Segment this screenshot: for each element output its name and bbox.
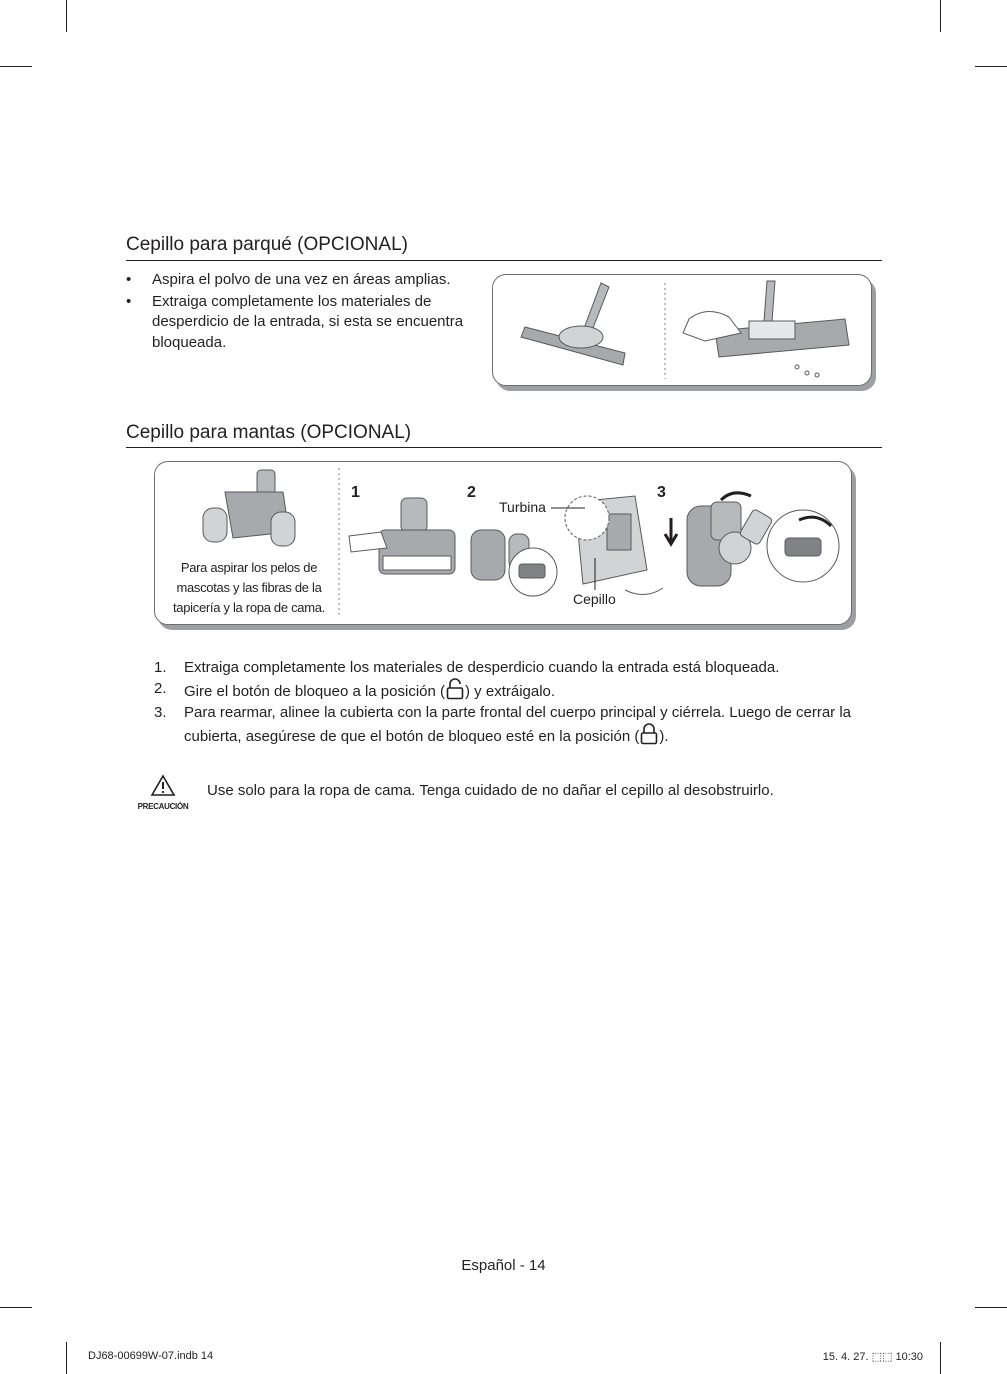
crop-mark	[975, 66, 1007, 67]
blanket-illustration-panel	[154, 461, 852, 625]
crop-mark	[940, 0, 941, 32]
crop-mark	[66, 0, 67, 32]
date-info: 15. 4. 27. ⬚⬚ 10:30	[822, 1351, 923, 1363]
blanket-caption: Para aspirar los pelos de mascotas y las fibras de la tapicería y la ropa de cama.	[172, 560, 326, 615]
list-item: • Aspira el polvo de una vez en áreas amplias.	[126, 271, 451, 288]
section-rule	[126, 260, 882, 261]
crop-mark	[0, 1307, 32, 1308]
section-rule	[126, 447, 882, 448]
parquet-bullet-list	[126, 270, 486, 354]
caution-icon	[136, 774, 190, 810]
blanket-brush-icon	[203, 470, 295, 546]
parquet-brush-icon	[521, 283, 625, 365]
crop-mark	[940, 1342, 941, 1374]
unlocked-icon	[446, 678, 464, 700]
caution-label: PRECAUCIÓN	[137, 802, 189, 811]
turbina-label: Turbina	[499, 499, 546, 515]
parquet-section-title: Cepillo para parqué (OPCIONAL)	[126, 234, 408, 255]
step-1-icon	[349, 498, 455, 574]
parquet-brush-illustration	[493, 275, 871, 385]
page-number: Español - 14	[461, 1257, 546, 1274]
cepillo-label: Cepillo	[573, 591, 616, 607]
blanket-section-title: Cepillo para mantas (OPCIONAL)	[126, 422, 412, 443]
caution-text: Use solo para la ropa de cama. Tenga cuidado de no dañar el cepillo al desobstruirlo.	[207, 782, 774, 799]
crop-mark	[66, 1342, 67, 1374]
parquet-cleaning-icon	[683, 281, 849, 377]
instruction-steps	[150, 657, 890, 747]
locked-icon	[640, 723, 658, 745]
crop-mark	[975, 1307, 1007, 1308]
list-item: • Extraiga completamente los materiales de desperdicio de la entrada, si esta se encuentra bloqueada.	[126, 292, 464, 351]
step-3-icon	[665, 493, 839, 586]
file-info: DJ68-00699W-07.indb 14	[88, 1350, 214, 1362]
list-item: 1. Extraiga completamente los materiales de desperdicio cuando la entrada está bloqueada.	[154, 659, 780, 676]
list-item: 2. Gire el botón de bloqueo a la posición ( ) y extráigalo.	[154, 680, 556, 700]
warning-triangle-icon	[136, 774, 190, 798]
step-number: 3	[657, 484, 666, 501]
list-item: 3. Para rearmar, alinee la cubierta con la parte frontal del cuerpo principal y ciérrela. Luego de cerrar la cubierta, asegúrese de que el botón de bloqueo esté en la posición ( ).	[154, 704, 852, 745]
crop-mark	[0, 66, 32, 67]
step-number: 1	[351, 484, 360, 501]
parquet-illustration-panel	[492, 274, 872, 386]
step-number: 2	[467, 484, 476, 501]
